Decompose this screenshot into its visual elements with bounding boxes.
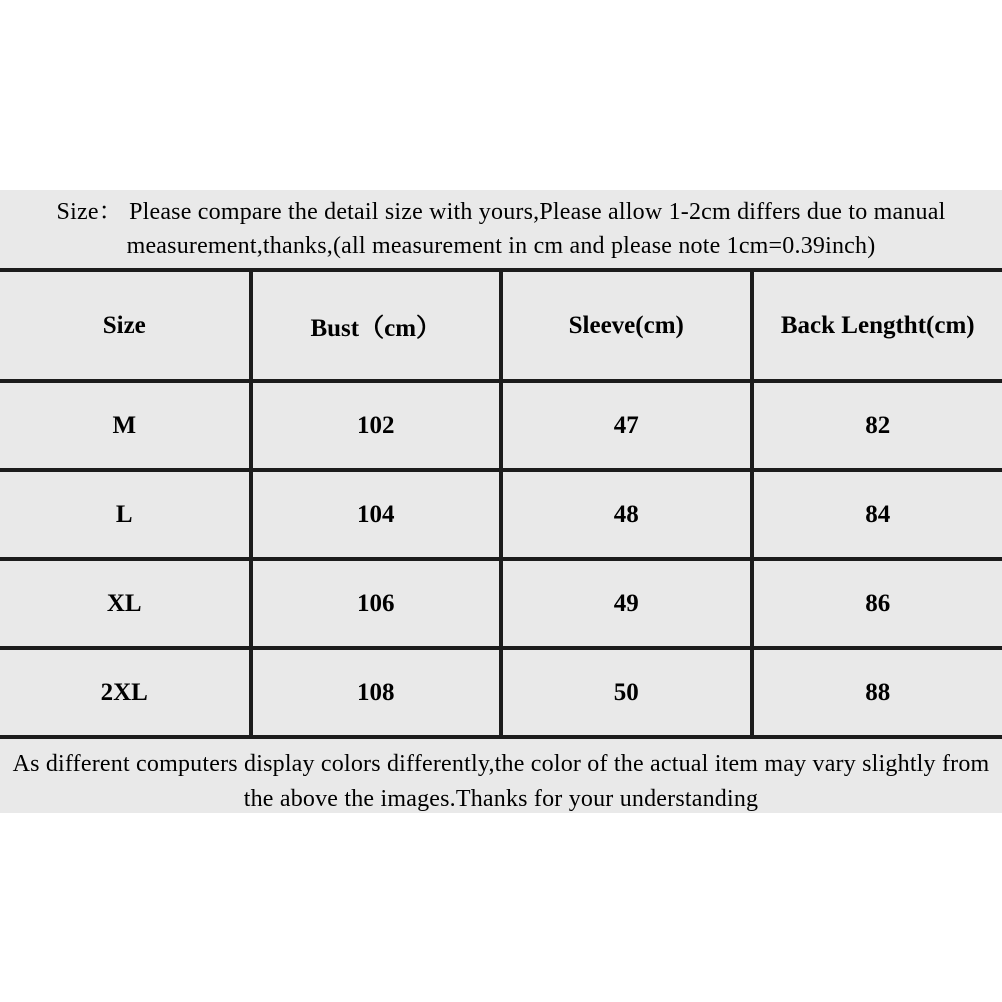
- cell-sleeve: 50: [501, 648, 752, 737]
- cell-size: M: [0, 381, 251, 470]
- size-chart-panel: [0, 190, 1002, 813]
- table-row-m: [0, 381, 1002, 470]
- cell-back-length: 82: [752, 381, 1002, 470]
- cell-bust: 104: [251, 470, 502, 559]
- size-table-header-row: [0, 270, 1002, 381]
- cell-back-length: 88: [752, 648, 1002, 737]
- table-row-l: [0, 470, 1002, 559]
- cell-sleeve: 47: [501, 381, 752, 470]
- size-notice-line-1: Size： Please compare the detail size with yours,Please allow 1-2cm differs due to manual: [56, 199, 946, 225]
- column-header-bust: Bust（cm）: [251, 270, 502, 381]
- cell-sleeve: 48: [501, 470, 752, 559]
- size-table: [0, 268, 1002, 739]
- cell-size: XL: [0, 559, 251, 648]
- column-header-back-length: Back Lengtht(cm): [752, 270, 1002, 381]
- cell-back-length: 86: [752, 559, 1002, 648]
- cell-back-length: 84: [752, 470, 1002, 559]
- table-row-2xl: [0, 648, 1002, 737]
- color-disclaimer-line-1: As different computers display colors differently,the color of the actual item may vary slightly from: [12, 751, 990, 777]
- cell-sleeve: 49: [501, 559, 752, 648]
- table-row-xl: [0, 559, 1002, 648]
- color-disclaimer-line-2: the above the images.Thanks for your understanding: [243, 786, 759, 812]
- cell-size: L: [0, 470, 251, 559]
- cell-bust: 108: [251, 648, 502, 737]
- column-header-sleeve: Sleeve(cm): [501, 270, 752, 381]
- cell-bust: 106: [251, 559, 502, 648]
- cell-bust: 102: [251, 381, 502, 470]
- cell-size: 2XL: [0, 648, 251, 737]
- size-notice-line-2: measurement,thanks,(all measurement in cm and please note 1cm=0.39inch): [126, 233, 876, 259]
- color-disclaimer: [0, 739, 1002, 813]
- column-header-size: Size: [0, 270, 251, 381]
- size-notice: [0, 190, 1002, 268]
